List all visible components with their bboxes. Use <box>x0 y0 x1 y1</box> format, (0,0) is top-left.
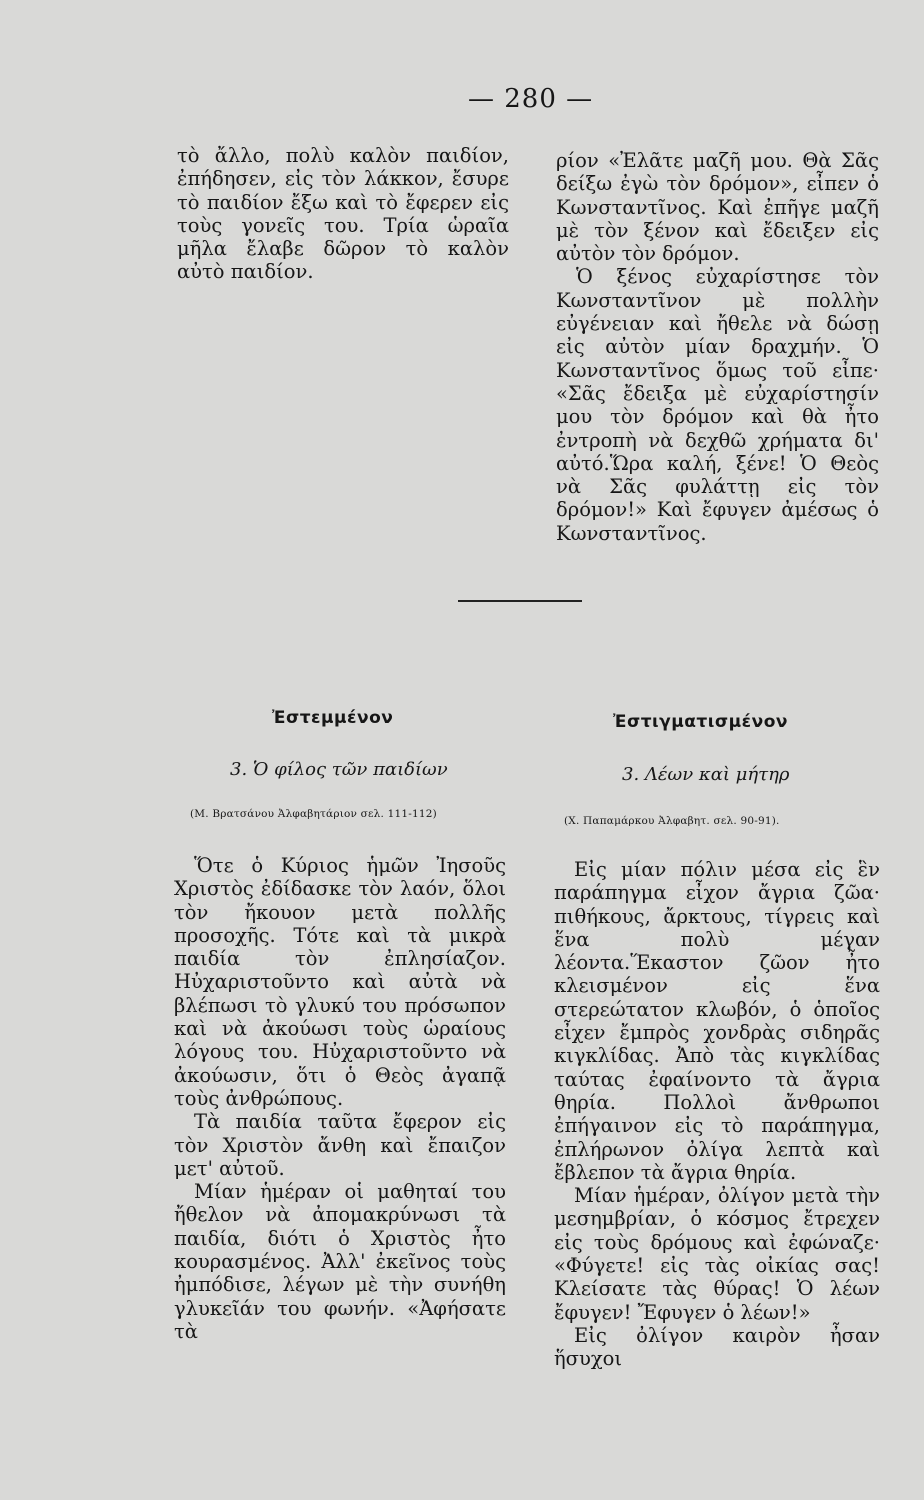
left-source-citation: (Μ. Βρατσάνου Ἀλφαβητάριον σελ. 111-112) <box>190 808 437 820</box>
paragraph: Εἰς μίαν πόλιν μέσα εἰς ἓν παράπηγμα εἶχον ἄγρια ζῶα· πιθήκους, ἄρκτους, τίγρεις καὶ ἕνα πολὺ μέγαν λέοντα.Ἕκαστον ζῶον ἦτο κλεισμένον εἰς ἕνα στερεώτατον κλωβόν, ὁ ὁποῖος εἶχεν ἔμπρὸς χονδρὰς σιδηρᾶς κιγκλίδας. Ἀπὸ τὰς κιγκλίδας ταύτας ἐφαίνοντο τὰ ἄγρια θηρία. Πολλοὶ ἄνθρωποι ἐπήγαινον εἰς τὸ παράπηγμα, ἐπλήρωνον ὀλίγα λεπτὰ καὶ ἔβλεπον τὰ ἄγρια θηρία. <box>554 858 880 1184</box>
paragraph: Ὅτε ὁ Κύριος ἡμῶν Ἰησοῦς Χριστὸς ἐδίδασκε τὸν λαόν, ὅλοι τὸν ἤκουον μετὰ πολλῆς προσοχῆς. Τότε καὶ τὰ μικρὰ παιδία τὸν ἐπλησίαζον. Ηὐχαριστοῦντο καὶ αὐτὰ νὰ βλέπωσι τὸ γλυκύ του πρόσωπον καὶ νὰ ἀκούωσι τοὺς ὡραίους λόγους του. Ηὐχαριστοῦντο νὰ ἀκούωσιν, ὅτι ὁ Θεὸς ἀγαπᾷ τοὺς ἀνθρώπους. <box>174 854 506 1110</box>
left-section-label: Ἐστεμμένον <box>272 708 394 728</box>
paragraph: Τὰ παιδία ταῦτα ἔφερον εἰς τὸν Χριστὸν ἄνθη καὶ ἔπαιζον μετ' αὐτοῦ. <box>174 1110 506 1180</box>
paragraph: ρίον «Ἐλᾶτε μαζῆ μου. Θὰ Σᾶς δείξω ἐγὼ τὸν δρόμον», εἶπεν ὁ Κωνσταντῖνος. Καὶ ἐπῆγε μαζῆ μὲ τὸν ξένον καὶ ἔδειξεν εἰς αὐτὸν τὸν δρόμον. <box>556 149 879 266</box>
paragraph: τὸ ἄλλο, πολὺ καλὸν παιδίον, ἐπήδησεν, εἰς τὸν λάκκον, ἔσυρε τὸ παιδίον ἔξω καὶ τὸ ἔφερεν εἰς τοὺς γονεῖς του. Τρία ὡραῖα μῆλα ἔλαβε δῶρον τὸ καλὸν αὐτὸ παιδίον. <box>177 144 509 284</box>
page-number: — 280 — <box>468 84 594 114</box>
right-section-label: Ἐστιγματισμένον <box>613 712 788 732</box>
paragraph: Εἰς ὀλίγον καιρὸν ἦσαν ἥσυχοι <box>554 1323 880 1371</box>
left-story-title: 3. Ὁ φίλος τῶν παιδίων <box>230 759 448 780</box>
top-right-column <box>556 149 879 545</box>
bottom-left-column <box>174 854 506 1343</box>
bottom-right-column <box>554 858 880 1371</box>
paragraph: Μίαν ἡμέραν οἱ μαθηταί του ἤθελον νὰ ἀπομακρύνωσι τὰ παιδία, διότι ὁ Χριστὸς ἦτο κουρασμένος. Ἀλλ' ἐκεῖνος τοὺς ἠμπόδισε, λέγων μὲ τὴν συνήθη γλυκεῖάν του φωνήν. «Ἀφήσατε τὰ <box>174 1180 506 1343</box>
right-story-title: 3. Λέων καὶ μήτηρ <box>622 764 790 785</box>
paragraph: Ὁ ξένος εὐχαρίστησε τὸν Κωνσταντῖνον μὲ πολλὴν εὐγένειαν καὶ ἤθελε νὰ δώσῃ εἰς αὐτὸν μίαν δραχμήν. Ὁ Κωνσταντῖνος ὅμως τοῦ εἶπε· «Σᾶς ἔδειξα μὲ εὐχαρίστησίν μου τὸν δρόμον καὶ θὰ ἦτο ἐντροπὴ νὰ δεχθῶ χρήματα δι' αὐτό.Ὥρα καλή, ξένε! Ὁ Θεὸς νὰ Σᾶς φυλάττῃ εἰς τὸν δρόμον!» Καὶ ἔφυγεν ἀμέσως ὁ Κωνσταντῖνος. <box>556 265 879 545</box>
section-divider <box>458 600 582 602</box>
top-left-column <box>177 144 509 284</box>
paragraph: Μίαν ἡμέραν, ὀλίγον μετὰ τὴν μεσημβρίαν, ὁ κόσμος ἔτρεχεν εἰς τοὺς δρόμους καὶ ἐφώναζε· «Φύγετε! εἰς τὰς οἰκίας σας! Κλείσατε τὰς θύρας! Ὁ λέων ἔφυγεν! Ἔφυγεν ὁ λέων!» <box>554 1184 880 1324</box>
right-source-citation: (Χ. Παπαμάρκου Ἀλφαβητ. σελ. 90-91). <box>564 815 780 827</box>
